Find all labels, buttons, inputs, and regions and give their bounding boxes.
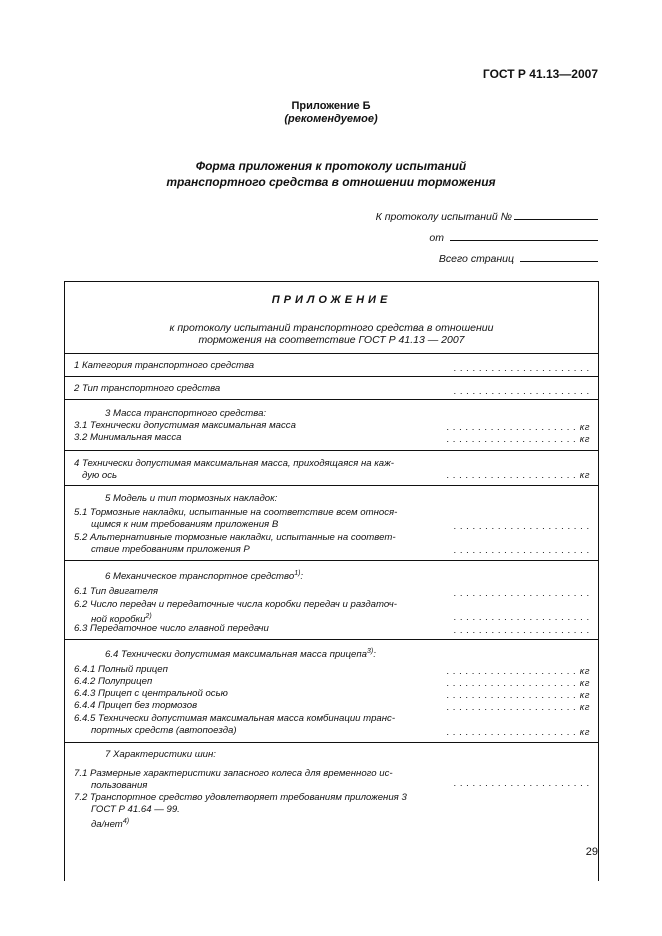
box-title: ПРИЛОЖЕНИЕ <box>271 294 392 306</box>
row-pads-heading: 5 Модель и тип тормозных накладок: <box>105 493 278 504</box>
fill-dots[interactable]: . . . . . . . . . . . . . . . . . . . . . . <box>453 521 590 532</box>
row-vehicle-heading <box>105 568 303 583</box>
row-text: ной коробки <box>91 614 146 626</box>
row-category: 1 Категория транспортного средства <box>74 360 255 371</box>
ref-label: от <box>429 232 444 244</box>
form-title-line: транспортного средства в отношении торможения <box>166 175 496 189</box>
page-number: 29 <box>585 846 598 858</box>
fill-dots[interactable]: . . . . . . . . . . . . . . . . . . . . . . <box>453 588 590 599</box>
document-code: ГОСТ Р 41.13—2007 <box>482 67 598 81</box>
row-text: : <box>300 571 304 583</box>
footnote-mark: 2) <box>145 613 152 620</box>
divider <box>65 353 598 354</box>
ref-protocol <box>376 208 598 223</box>
row-pads-alt-cont: ствие требованиям приложения Р <box>91 544 250 555</box>
divider <box>65 399 598 400</box>
row-combination-cont: портных средств (автопоезда) <box>91 725 237 736</box>
fill-line[interactable] <box>450 229 598 241</box>
fill-dots[interactable]: . . . . . . . . . . . . . . . . . . . . . . <box>453 545 590 556</box>
row-text: : <box>373 649 376 661</box>
row-combination: 6.4.5 Технически допустимая максимальная масса комбинации транс- <box>74 713 396 724</box>
row-trailer-heading <box>105 646 376 661</box>
appendix-form-box <box>64 281 599 881</box>
footnote-mark: 4) <box>122 818 130 825</box>
fill-dots[interactable]: . . . . . . . . . . . . . . . . . . . . . . <box>453 386 590 397</box>
form-title-line: Форма приложения к протоколу испытаний <box>195 159 467 173</box>
box-subtitle-line: к протоколу испытаний транспортного средства в отношении <box>169 322 494 334</box>
row-unbraked: 6.4.4 Прицеп без тормозов <box>74 700 198 711</box>
fill-dots-kg[interactable]: . . . . . . . . . . . . . . . . . . . . . кг <box>446 666 590 677</box>
row-max-mass: 3.1 Технически допустимая максимальная масса <box>74 420 296 431</box>
row-axle-mass-cont: дую ось <box>82 470 118 481</box>
row-min-mass: 3.2 Минимальная масса <box>74 432 182 443</box>
row-text: 6.4 Технически допустимая максимальная масса прицепа <box>105 649 367 661</box>
divider <box>65 376 598 377</box>
box-subtitle <box>65 322 598 346</box>
divider <box>65 639 598 640</box>
row-semitrailer: 6.4.2 Полуприцеп <box>74 676 153 687</box>
row-axle-mass: 4 Технически допустимая максимальная масса, приходящаяся на каж- <box>74 458 394 469</box>
row-spare-wheel: 7.1 Размерные характеристики запасного колеса для временного ис- <box>74 768 393 779</box>
row-type: 2 Тип транспортного средства <box>74 383 221 394</box>
divider <box>65 742 598 743</box>
footnote-mark: 3) <box>366 648 374 655</box>
row-spare-wheel-cont: пользования <box>91 780 148 791</box>
row-compliance: 7.2 Транспортное средство удовлетворяет требованиям приложения 3 <box>74 792 407 803</box>
fill-dots-kg[interactable]: . . . . . . . . . . . . . . . . . . . . . кг <box>446 422 590 433</box>
divider <box>65 450 598 451</box>
ref-pages <box>439 250 598 265</box>
fill-line[interactable] <box>514 208 598 220</box>
row-yes-no <box>91 816 129 831</box>
box-subtitle-line: торможения на соответствие ГОСТ Р 41.13 — 2007 <box>198 334 465 346</box>
divider <box>65 485 598 486</box>
appendix-title: Приложение Б <box>291 100 371 112</box>
row-pads-tested: 5.1 Тормозные накладки, испытанные на соответствие всем относя- <box>74 507 398 518</box>
divider <box>65 560 598 561</box>
appendix-heading <box>0 100 662 126</box>
row-pads-alt: 5.2 Альтернативные тормозные накладки, испытанные на соответ- <box>74 532 396 543</box>
appendix-note: (рекомендуемое) <box>284 113 378 125</box>
ref-label: К протоколу испытаний № <box>375 211 512 223</box>
row-full-trailer: 6.4.1 Полный прицеп <box>74 664 168 675</box>
ref-label: Всего страниц <box>438 253 514 265</box>
row-tyres-heading: 7 Характеристики шин: <box>105 749 216 760</box>
fill-dots[interactable]: . . . . . . . . . . . . . . . . . . . . . . <box>453 363 590 374</box>
fill-dots-kg[interactable]: . . . . . . . . . . . . . . . . . . . . . кг <box>446 727 590 738</box>
fill-dots[interactable]: . . . . . . . . . . . . . . . . . . . . . . <box>453 612 590 623</box>
row-pads-tested-cont: щимся к ним требованиям приложения В <box>91 519 279 530</box>
fill-dots[interactable]: . . . . . . . . . . . . . . . . . . . . . . <box>453 778 590 789</box>
row-mass-heading: 3 Масса транспортного средства: <box>105 408 267 419</box>
row-text: 6 Механическое транспортное средство <box>105 571 295 583</box>
form-title <box>0 158 662 190</box>
fill-dots-kg[interactable]: . . . . . . . . . . . . . . . . . . . . . кг <box>446 702 590 713</box>
ref-date <box>429 229 598 244</box>
row-compliance-cont: ГОСТ Р 41.64 — 99. <box>91 804 180 815</box>
row-center-axle: 6.4.3 Прицеп с центральной осью <box>74 688 228 699</box>
fill-dots-kg[interactable]: . . . . . . . . . . . . . . . . . . . . . кг <box>446 678 590 689</box>
row-final-drive: 6.3 Передаточное число главной передачи <box>74 623 269 634</box>
fill-dots-kg[interactable]: . . . . . . . . . . . . . . . . . . . . . кг <box>446 434 590 445</box>
row-gears: 6.2 Число передач и передаточные числа коробки передач и раздаточ- <box>74 599 397 610</box>
footnote-mark: 1) <box>294 570 301 577</box>
fill-dots-kg[interactable]: . . . . . . . . . . . . . . . . . . . . . кг <box>446 470 590 481</box>
row-text: да/нет <box>91 819 123 831</box>
fill-dots[interactable]: . . . . . . . . . . . . . . . . . . . . . . <box>453 625 590 636</box>
row-engine: 6.1 Тип двигателя <box>74 586 158 597</box>
fill-dots-kg[interactable]: . . . . . . . . . . . . . . . . . . . . . кг <box>446 690 590 701</box>
fill-line[interactable] <box>520 250 598 262</box>
